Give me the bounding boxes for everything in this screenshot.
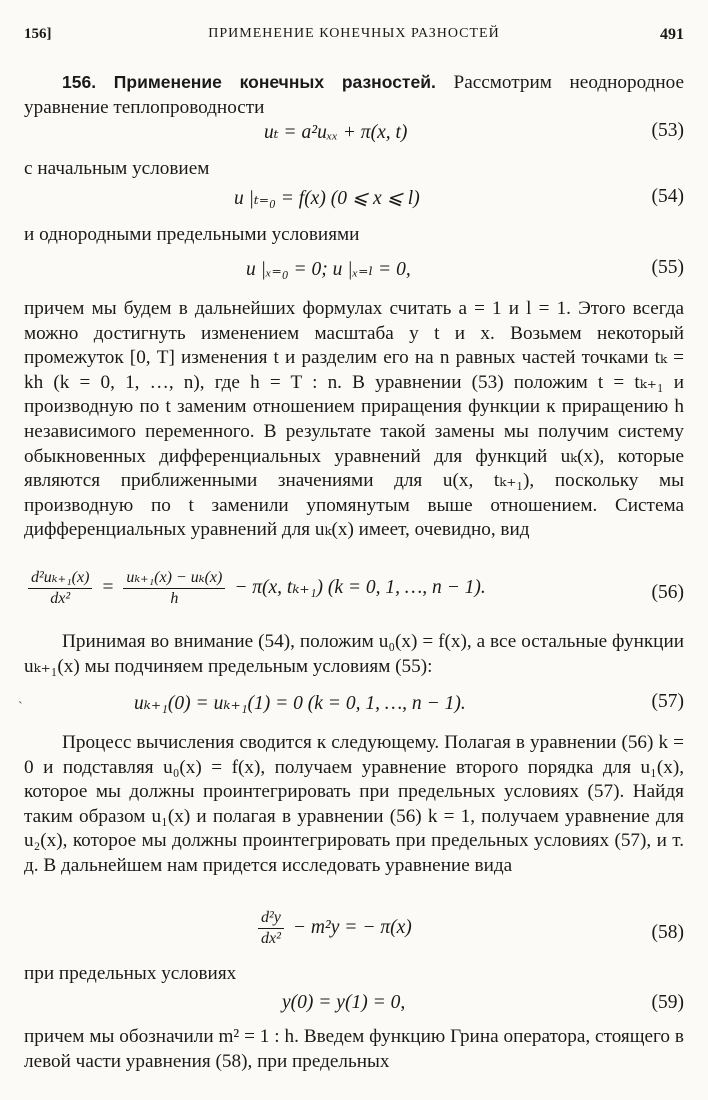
equation-53 (24, 120, 684, 150)
equation-53-number: (53) (651, 120, 684, 141)
equation-56-lhs-denominator: dx² (50, 590, 71, 607)
page-number: 491 (660, 26, 684, 43)
equation-58-number: (58) (651, 922, 684, 943)
equation-56-rhs-fraction (123, 568, 225, 609)
equation-53-body: uₜ = a²uₓₓ + π(x, t) (264, 122, 408, 143)
paragraph-4: причем мы обозначили m² = 1 : h. Введем функцию Грина оператора, стоящего в левой части уравнения (58), при предельных (24, 1026, 684, 1072)
equation-56-number: (56) (651, 582, 684, 603)
equation-56-rhs-denominator: h (170, 590, 179, 607)
equation-54 (24, 186, 684, 216)
equation-56-equals: = (101, 576, 115, 598)
equation-57-number: (57) (651, 691, 684, 712)
equation-54-number: (54) (651, 186, 684, 207)
equation-57 (24, 691, 684, 721)
equation-57-body: uₖ₊₁(0) = uₖ₊₁(1) = 0 (k = 0, 1, …, n − 1). (134, 693, 466, 714)
equation-56 (24, 568, 684, 618)
equation-59 (24, 992, 684, 1022)
equation-58 (24, 908, 684, 958)
equation-56-body (24, 568, 486, 609)
equation-56-rhs-numerator: uₖ₊₁(x) − uₖ(x) (123, 568, 225, 589)
equation-58-fraction (258, 908, 284, 949)
running-header (24, 26, 684, 50)
text-initial-condition: с начальным условием (24, 158, 210, 179)
equation-59-number: (59) (651, 992, 684, 1013)
section-marker: 156] (24, 26, 52, 42)
equation-58-numerator: d²y (258, 908, 284, 929)
text-under-conditions: при предельных условиях (24, 963, 237, 984)
equation-58-tail: − m²y = − π(x) (292, 916, 412, 938)
equation-55-body: u |ₓ₌₀ = 0; u |ₓ₌ₗ = 0, (246, 259, 411, 280)
running-title: ПРИМЕНЕНИЕ КОНЕЧНЫХ РАЗНОСТЕЙ (208, 26, 500, 41)
section-intro-paragraph (24, 70, 684, 120)
equation-56-lhs-fraction (28, 568, 92, 609)
equation-56-lhs-numerator: d²uₖ₊₁(x) (28, 568, 92, 589)
equation-54-body: u |ₜ₌₀ = f(x) (0 ⩽ x ⩽ l) (234, 188, 420, 209)
section-heading: 156. Применение конечных разностей. (62, 72, 436, 92)
equation-55 (24, 257, 684, 287)
equation-58-denominator: dx² (261, 930, 281, 947)
section-intro-text: Рассмотрим неоднородное уравнение теплопроводности (24, 72, 684, 118)
margin-mark: ˋ (18, 700, 23, 715)
paragraph-1: причем мы будем в дальнейших формулах считать a = 1 и l = 1. Этого всегда можно достигнуть изменением масштаба у t и x. Возьмем некоторый промежуток [0, T] изменения t и разделим его на n равных частей точками tₖ = kh (k = 0, 1, …, n), где h = T : n. В уравнении (53) положим t = tₖ₊₁ и производную по t заменим отношением приращения функции к приращению h независимого переменного. В результате такой замены мы получим систему обыкновенных дифференциальных уравнений для функций uₖ(x), которые являются приближенными значениями для u(x, tₖ₊₁), поскольку мы производную по t заменили упомянутым выше отношением. Система дифференциальных уравнений для uₖ(x) имеет, очевидно, вид (24, 298, 684, 541)
equation-55-number: (55) (651, 257, 684, 278)
equation-58-body (254, 908, 412, 949)
paragraph-3: Процесс вычисления сводится к следующему. Полагая в уравнении (56) k = 0 и подставляя u₀(x) = f(x), получаем уравнение второго порядка для u₁(x), которое мы должны проинтегрировать при предельных условиях (57). Найдя таким образом u₁(x) и полагая в уравнении (56) k = 1, получаем уравнение для u₂(x), которое мы должны проинтегрировать при предельных условиях (57), и т. д. В дальнейшем нам придется исследовать уравнение вида (24, 732, 684, 876)
paragraph-2: Принимая во внимание (54), положим u₀(x) = f(x), а все остальные функции uₖ₊₁(x) мы подчиняем предельным условиям (55): (24, 631, 684, 677)
text-boundary-conditions: и однородными предельными условиями (24, 224, 360, 245)
equation-56-tail: − π(x, tₖ₊₁) (k = 0, 1, …, n − 1). (234, 576, 486, 598)
equation-59-body: y(0) = y(1) = 0, (282, 992, 406, 1013)
